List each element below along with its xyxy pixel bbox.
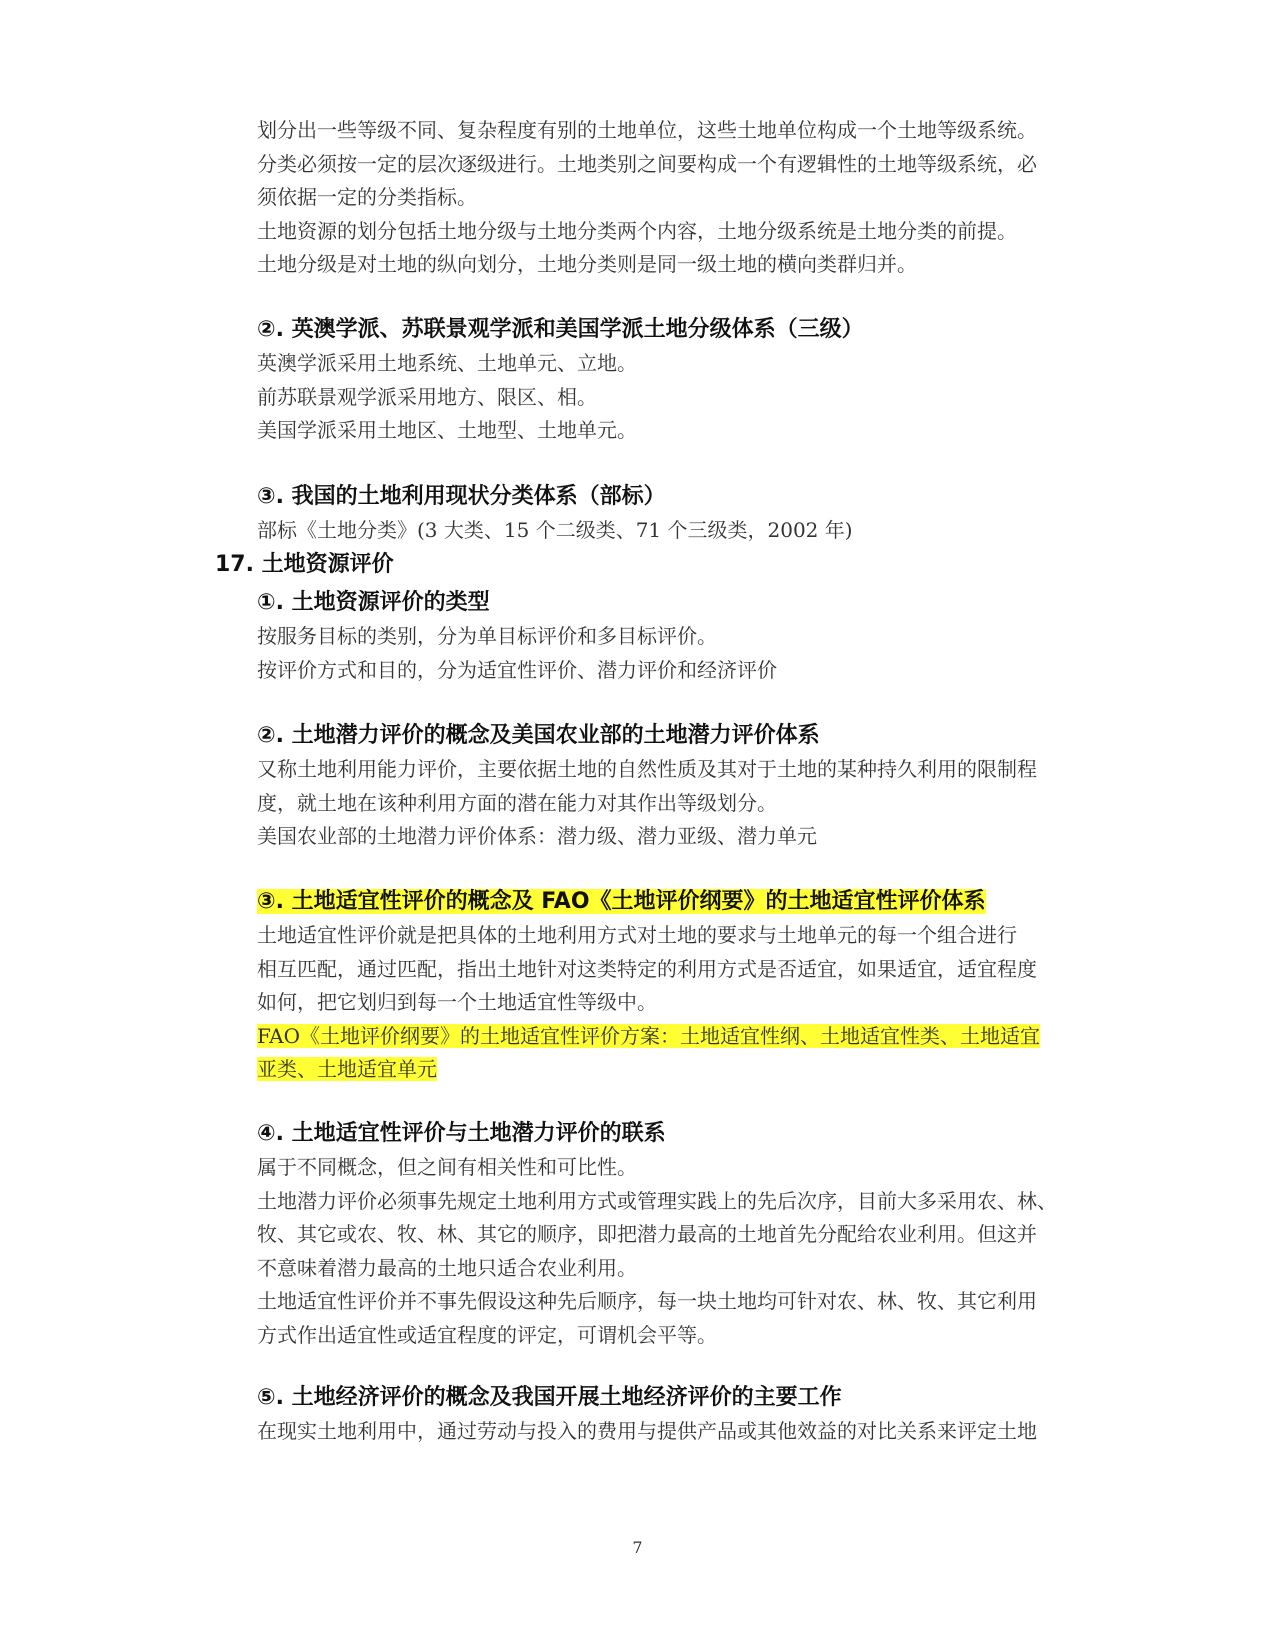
section-title-17: 17. 土地资源评价 [215,552,394,577]
text-line: 按评价方式和目的，分为适宜性评价、潜力评价和经济评价 [257,657,777,682]
page-number: 7 [632,1538,643,1557]
text-line: 按服务目标的类别，分为单目标评价和多目标评价。 [257,624,717,648]
heading-suitability-evaluation [257,884,986,920]
text-line: 如何，把它划归到每一个土地适宜性等级中。 [257,990,657,1015]
text-line: 英澳学派采用土地系统、土地单元、立地。 [257,351,637,375]
text-line: 土地潜力评价必须事先规定土地利用方式或管理实践上的先后次序，目前大多采用农、林、 [257,1188,1057,1213]
highlighted-heading: ③. 土地适宜性评价的概念及 FAO《土地评价纲要》的土地适宜性评价体系 [257,889,986,914]
text-line: 土地适宜性评价就是把具体的土地利用方式对土地的要求与土地单元的每一个组合进行 [257,923,1017,947]
paragraph-potential-evaluation [257,753,1097,854]
heading-suitability-potential-relation: ④. 土地适宜性评价与土地潜力评价的联系 [257,1121,666,1146]
text-line: 属于不同概念，但之间有相关性和可比性。 [257,1155,637,1179]
paragraph-evaluation-types [257,620,1097,687]
text-line: 土地适宜性评价并不事先假设这种先后顺序，每一块土地均可针对农、林、牧、其它利用 [257,1289,1037,1314]
text-line: 须依据一定的分类指标。 [257,185,477,210]
text-line: 土地资源的划分包括土地分级与土地分类两个内容，土地分级系统是土地分类的前提。 [257,218,1017,243]
text-line: 牧、其它或农、牧、林、其它的顺序，即把潜力最高的土地首先分配给农业利用。但这并 [257,1222,1037,1247]
heading-land-use-classification: ③. 我国的土地利用现状分类体系（部标） [257,484,666,509]
heading-grading-schools: ②. 英澳学派、苏联景观学派和美国学派土地分级体系（三级） [257,317,864,342]
text-line: 又称土地利用能力评价，主要依据土地的自然性质及其对于土地的某种持久利用的限制程 [257,757,1037,781]
text-line: 相互匹配，通过匹配，指出土地针对这类特定的利用方式是否适宜，如果适宜，适宜程度 [257,956,1037,981]
highlighted-text-line: FAO《土地评价纲要》的土地适宜性评价方案：土地适宜性纲、土地适宜性类、土地适宜 [257,1023,1040,1048]
heading-economic-evaluation: ⑤. 土地经济评价的概念及我国开展土地经济评价的主要工作 [257,1385,842,1410]
paragraph-suitability-evaluation [257,919,1097,1087]
text-line: 美国农业部的土地潜力评价体系：潜力级、潜力亚级、潜力单元 [257,824,817,849]
paragraph-land-use-classification [257,514,1097,548]
paragraph-economic-evaluation [257,1415,1097,1449]
text-line: 部标《土地分类》(3 大类、15 个二级类、71 个三级类，2002 年) [257,518,853,542]
heading-evaluation-types: ①. 土地资源评价的类型 [257,590,490,615]
text-line: 前苏联景观学派采用地方、限区、相。 [257,384,597,409]
heading-potential-evaluation: ②. 土地潜力评价的概念及美国农业部的土地潜力评价体系 [257,723,820,748]
text-line: 方式作出适宜性或适宜程度的评定，可谓机会平等。 [257,1322,717,1347]
text-line: 不意味着潜力最高的土地只适合农业利用。 [257,1255,637,1280]
text-line: 在现实土地利用中，通过劳动与投入的费用与提供产品或其他效益的对比关系来评定土地 [257,1419,1037,1443]
text-line: 度，就土地在该种利用方面的潜在能力对其作出等级划分。 [257,790,777,815]
text-line: 美国学派采用土地区、土地型、土地单元。 [257,418,637,443]
text-line: 划分出一些等级不同、复杂程度有别的土地单位，这些土地单位构成一个土地等级系统。 [257,118,1037,142]
paragraph-land-grading-intro [257,114,1097,282]
paragraph-grading-schools [257,347,1097,448]
text-line: 分类必须按一定的层次逐级进行。土地类别之间要构成一个有逻辑性的土地等级系统，必 [257,151,1037,176]
highlighted-text-line: 亚类、土地适宜单元 [257,1057,437,1082]
paragraph-suitability-potential-relation [257,1151,1097,1353]
text-line: 土地分级是对土地的纵向划分，土地分类则是同一级土地的横向类群归并。 [257,252,917,277]
